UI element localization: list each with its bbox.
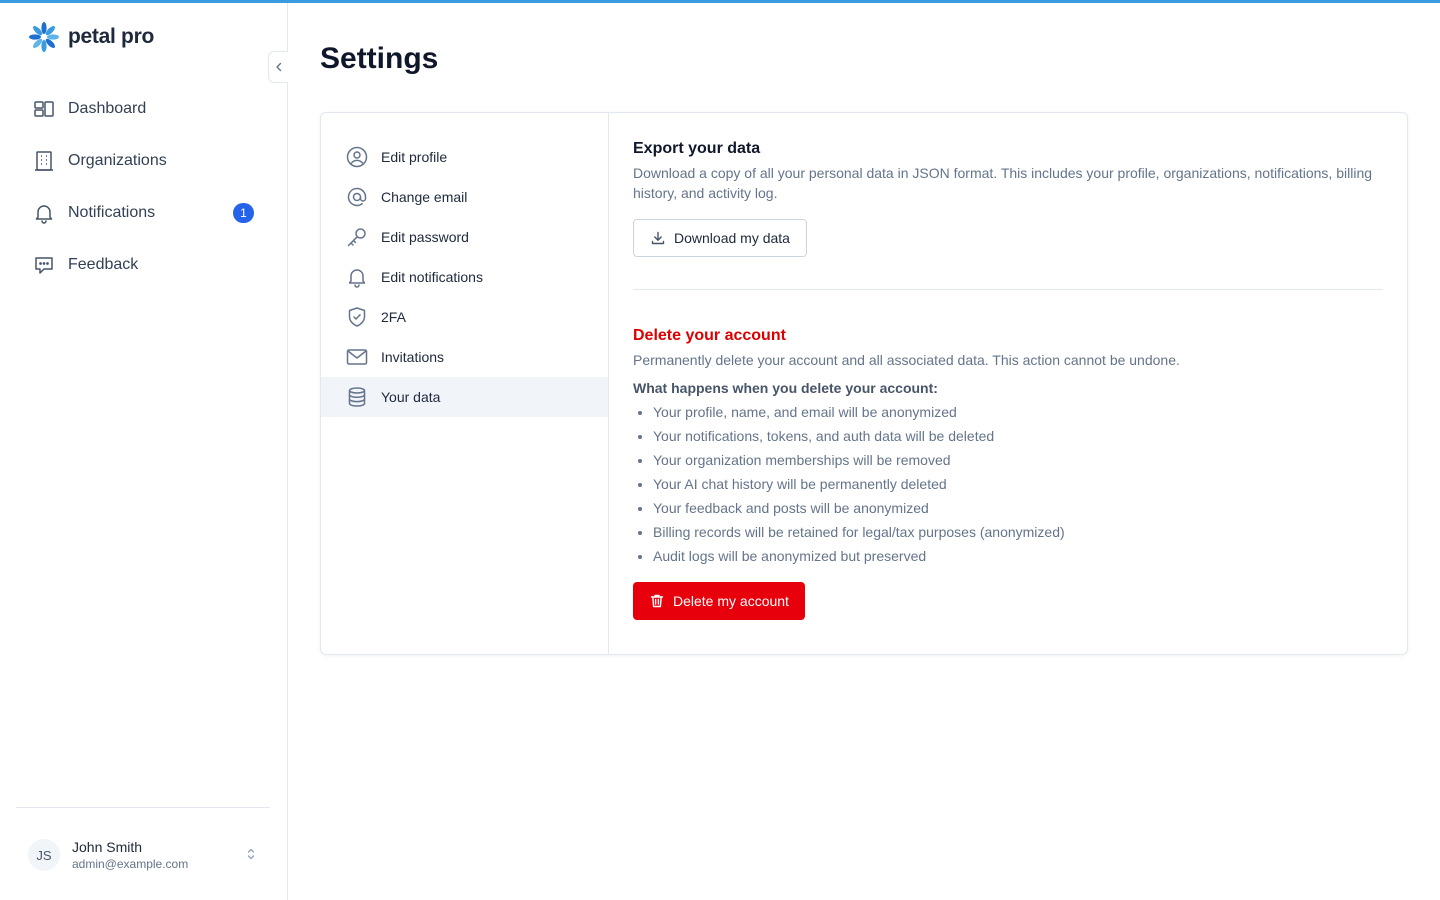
settings-item-label: 2FA	[381, 309, 406, 325]
settings-item-edit-notifications[interactable]	[321, 257, 608, 297]
list-item: • Your profile, name, and email will be anonymized	[653, 400, 1383, 424]
delete-description: Permanently delete your account and all associated data. This action cannot be undone.	[633, 352, 1180, 368]
list-item: • Billing records will be retained for legal/tax purposes (anonymized)	[653, 520, 1383, 544]
chevron-left-icon	[274, 62, 284, 72]
sidebar-item-label: Feedback	[68, 256, 139, 273]
bell-icon	[345, 265, 369, 289]
list-item: • Your feedback and posts will be anonymized	[653, 496, 1383, 520]
settings-item-2fa[interactable]	[321, 297, 608, 337]
logo[interactable]	[28, 21, 154, 53]
database-icon	[345, 385, 369, 409]
user-name: John Smith	[72, 839, 143, 855]
settings-item-edit-profile[interactable]	[321, 137, 608, 177]
delete-title: Delete your account	[633, 327, 786, 344]
user-circle-icon	[345, 145, 369, 169]
your-data-panel	[633, 137, 1383, 620]
list-item: • Your organization memberships will be removed	[653, 448, 1383, 472]
settings-menu	[321, 113, 609, 654]
key-icon	[345, 225, 369, 249]
avatar: JS	[28, 839, 60, 871]
brand-name: petal pro	[68, 25, 154, 48]
settings-card	[320, 112, 1408, 655]
list-item: • Audit logs will be anonymized but preserved	[653, 544, 1383, 568]
delete-list-heading: What happens when you delete your account:	[633, 380, 938, 396]
export-description: Download a copy of all your personal data in JSON format. This includes your profile, organizations, notifications, billing history, and activity log.	[633, 165, 1373, 201]
settings-item-change-email[interactable]	[321, 177, 608, 217]
settings-item-label: Change email	[381, 189, 468, 205]
export-title: Export your data	[633, 140, 761, 157]
settings-item-your-data[interactable]	[321, 377, 608, 417]
trash-icon	[649, 593, 665, 609]
settings-item-invitations[interactable]	[321, 337, 608, 377]
download-button-label: Download my data	[674, 230, 790, 246]
sidebar-item-organizations[interactable]	[16, 139, 272, 183]
download-icon	[650, 230, 666, 246]
building-icon	[32, 149, 56, 173]
sidebar-item-label: Organizations	[68, 152, 167, 169]
sidebar-item-label: Notifications	[68, 204, 156, 221]
settings-item-label: Edit notifications	[381, 269, 483, 285]
sidebar	[0, 3, 288, 900]
user-menu[interactable]	[16, 827, 270, 883]
sidebar-item-notifications[interactable]	[16, 191, 272, 235]
settings-item-label: Edit password	[381, 229, 469, 245]
section-divider	[633, 289, 1383, 290]
list-item: • Your AI chat history will be permanently deleted	[653, 472, 1383, 496]
delete-my-account-button[interactable]	[633, 582, 805, 620]
page-title: Settings	[320, 42, 439, 75]
sidebar-item-label: Dashboard	[68, 100, 147, 117]
settings-item-label: Edit profile	[381, 149, 448, 165]
settings-item-label: Your data	[381, 389, 441, 405]
at-sign-icon	[345, 185, 369, 209]
collapse-sidebar-button[interactable]	[268, 51, 288, 83]
notifications-count-badge: 1	[233, 203, 254, 223]
envelope-icon	[345, 345, 369, 369]
user-email: admin@example.com	[72, 857, 189, 871]
dashboard-icon	[32, 97, 56, 121]
list-item: • Your notifications, tokens, and auth data will be deleted	[653, 424, 1383, 448]
delete-consequences-list	[633, 400, 1383, 568]
delete-button-label: Delete my account	[673, 593, 789, 609]
download-my-data-button[interactable]	[633, 219, 807, 257]
sidebar-item-dashboard[interactable]	[16, 87, 272, 131]
chevron-up-down-icon	[244, 845, 258, 863]
bell-icon	[32, 201, 56, 225]
chat-bubble-icon	[32, 253, 56, 277]
petal-logo-icon	[28, 21, 60, 53]
settings-item-label: Invitations	[381, 349, 445, 365]
shield-check-icon	[345, 305, 369, 329]
settings-item-edit-password[interactable]	[321, 217, 608, 257]
user-info	[72, 838, 188, 872]
user-divider	[16, 807, 270, 808]
sidebar-nav	[16, 87, 272, 295]
sidebar-item-feedback[interactable]	[16, 243, 272, 287]
